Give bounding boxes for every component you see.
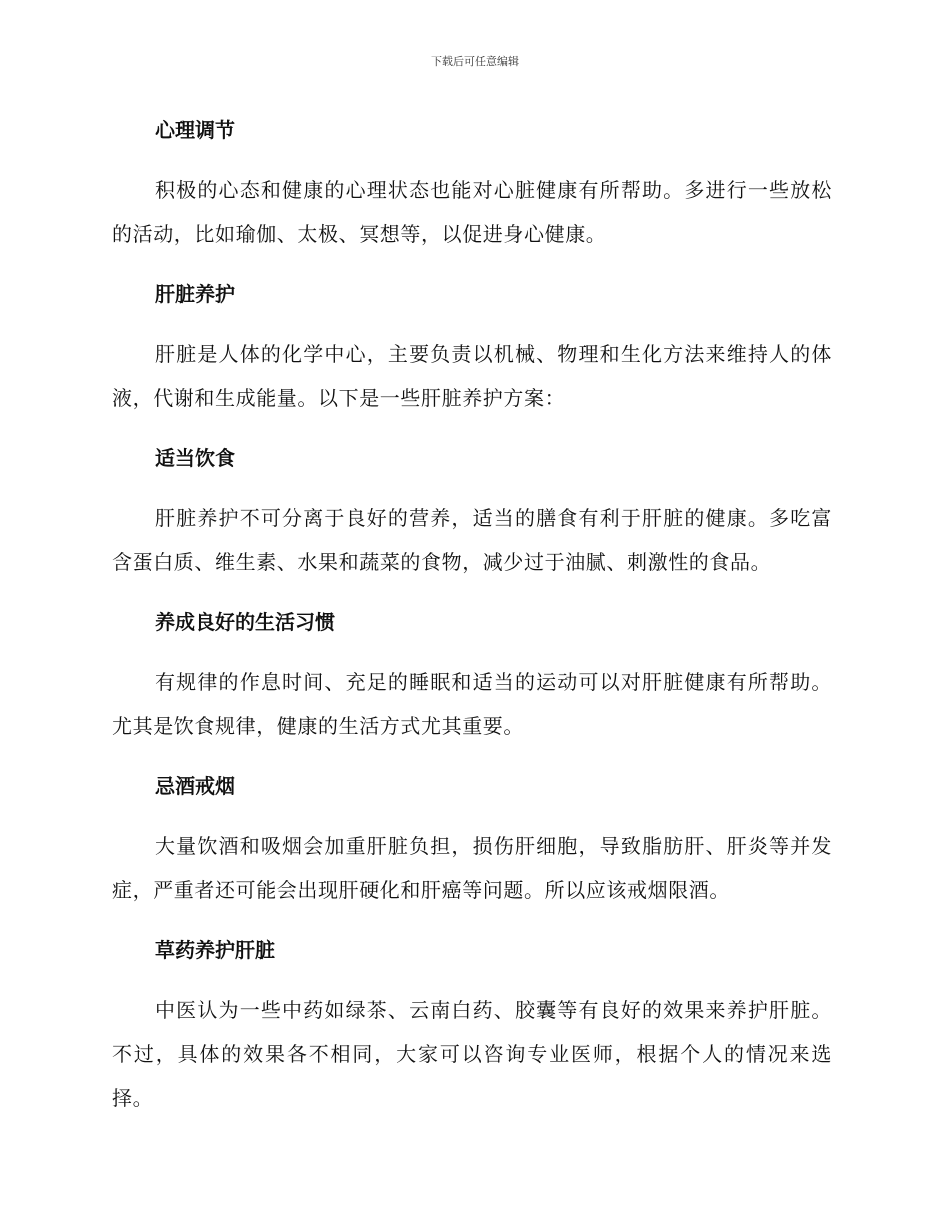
document-body [112,108,832,1136]
page-header: 下载后可任意编辑 [431,55,519,68]
section-heading-herbal-liver-care: 草药养护肝脏 [155,938,275,962]
section-paragraph-good-habits: 有规律的作息时间、充足的睡眠和适当的运动可以对肝脏健康有所帮助。尤其是饮食规律，健康的生活方式尤其重要。 [112,670,832,738]
section-paragraph-quit-alcohol-smoking: 大量饮酒和吸烟会加重肝脏负担，损伤肝细胞，导致脂肪肝、肝炎等并发症，严重者还可能会出现肝硬化和肝癌等问题。所以应该戒烟限酒。 [112,834,832,902]
section-heading-quit-alcohol-smoking: 忌酒戒烟 [155,774,235,798]
section-paragraph-proper-diet: 肝脏养护不可分离于良好的营养，适当的膳食有利于肝脏的健康。多吃富含蛋白质、维生素、水果和蔬菜的食物，减少过于油腻、刺激性的食品。 [112,506,832,574]
section-heading-liver-care: 肝脏养护 [155,282,235,306]
section-heading-psychological-adjustment: 心理调节 [155,118,235,142]
section-paragraph-psychological-adjustment: 积极的心态和健康的心理状态也能对心脏健康有所帮助。多进行一些放松的活动，比如瑜伽、太极、冥想等，以促进身心健康。 [112,178,832,246]
section-heading-good-habits: 养成良好的生活习惯 [155,610,335,634]
section-paragraph-liver-care: 肝脏是人体的化学中心，主要负责以机械、物理和生化方法来维持人的体液，代谢和生成能量。以下是一些肝脏养护方案： [112,342,832,410]
section-heading-proper-diet: 适当饮食 [155,446,235,470]
section-paragraph-herbal-liver-care: 中医认为一些中药如绿茶、云南白药、胶囊等有良好的效果来养护肝脏。不过，具体的效果各不相同，大家可以咨询专业医师，根据个人的情况来选择。 [112,998,832,1110]
